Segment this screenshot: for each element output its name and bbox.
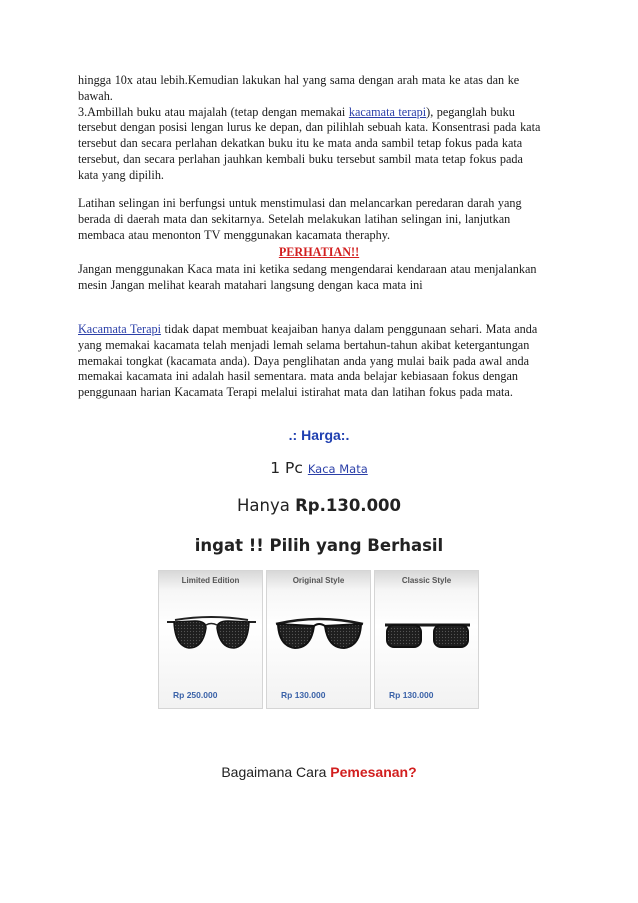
text-line: berada di daerah mata dan sekitarnya. Setelah melakukan latihan selingan ini, lanjutkan <box>78 211 511 226</box>
kacamata-terapi-link-2[interactable]: Kacamata Terapi <box>78 322 161 336</box>
harga-heading: .: Harga:. <box>288 427 350 443</box>
price-line: Hanya Rp.130.000 <box>236 496 402 515</box>
text-line: membaca atau menonton TV menggunakan kacamata theraphy. <box>78 227 391 242</box>
product-title: Original Style <box>292 576 345 585</box>
text-line: tersebut dan secara perlahan dekatkan buku itu ke mata anda sambil tetap fokus pada kata <box>78 136 523 151</box>
slogan: ingat !! Pilih yang Berhasil <box>194 536 444 555</box>
warning-heading: PERHATIAN!! <box>278 245 360 259</box>
text-line: bawah. <box>78 88 113 103</box>
product-title: Limited Edition <box>181 576 240 585</box>
classic-glasses-icon <box>381 606 474 661</box>
kaca-mata-link[interactable]: Kaca Mata <box>307 462 368 476</box>
text-line: yang memakai kacamata telah menjadi lemah selama bertahun-tahun akibat ketergantungan <box>78 337 530 352</box>
price-value: Rp.130.000 <box>295 496 402 515</box>
text-line: memakai kacamata ini adalah hasil sementara. mata anda belajar kebiasaan fokus dengan <box>78 369 518 384</box>
text-line: Latihan selingan ini berfungsi untuk menstimulasi dan melancarkan peredaran darah yang <box>78 196 522 210</box>
aviator-glasses-icon <box>165 606 258 661</box>
kacamata-terapi-link[interactable]: kacamata terapi <box>348 104 427 119</box>
text-line: memakai tongkat (kacamata anda). Daya penglihatan anda yang mulai baik pada awal anda <box>78 353 529 368</box>
order-highlight: Pemesanan? <box>330 764 417 780</box>
text-line: Kacamata Terapi tidak dapat membuat keajaiban hanya dalam penggunaan sehari. Mata anda <box>78 322 538 336</box>
product-price: Rp 130.000 <box>281 690 326 700</box>
text-line: penggunaan harian Kacamata Terapi melalui istirahat mata dan latihan fokus pada mata. <box>78 385 513 400</box>
quantity-line: 1 Pc Kaca Mata <box>270 459 368 477</box>
paragraph-exercise-steps <box>78 73 566 184</box>
product-card <box>374 570 479 709</box>
product-title: Classic Style <box>401 576 452 585</box>
paragraph-exercise-benefit <box>78 196 566 243</box>
paragraph-warning <box>78 262 566 294</box>
pinhole-glasses-icon <box>273 606 366 661</box>
order-heading: Bagaimana Cara Pemesanan? <box>221 764 417 780</box>
product-price: Rp 250.000 <box>173 690 218 700</box>
text-line: tersebut, dan secara perlahan jauhkan kembali buku tersebut sambil mata tetap fokus pada <box>78 151 523 166</box>
text-line: tersebut dengan posisi lengan lurus ke depan, dan pilihlah sebuah kata. Konsentrasi pada kata <box>78 120 541 135</box>
product-price: Rp 130.000 <box>389 690 434 700</box>
text-line: Jangan menggunakan Kaca mata ini ketika sedang mengendarai kendaraan atau menjalankan <box>78 262 537 276</box>
product-image-strip <box>158 570 481 709</box>
product-card <box>158 570 263 709</box>
text-line: mesin Jangan melihat kearah matahari langsung dengan kaca mata ini <box>78 277 423 292</box>
text-line: kata yang dipilih. <box>78 167 164 182</box>
text-line: hingga 10x atau lebih.Kemudian lakukan hal yang sama dengan arah mata ke atas dan ke <box>78 73 520 87</box>
product-card <box>266 570 371 709</box>
paragraph-notice <box>78 322 566 401</box>
text-line: 3.Ambillah buku atau majalah (tetap dengan memakai kacamata terapi), peganglah buku <box>78 104 515 119</box>
